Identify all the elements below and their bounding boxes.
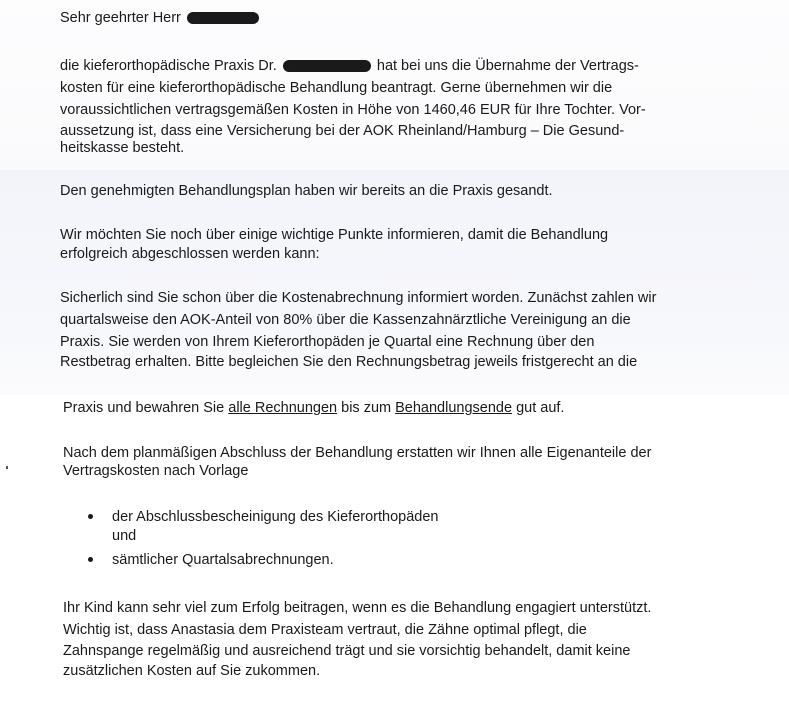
p5-mid: bis zum (341, 400, 392, 416)
p1-line-4: aussetzung ist, dass eine Versicherung bei der AOK Rheinland/Hamburg – Die Gesund- (60, 123, 625, 139)
p5-underlined-invoices: alle Rechnungen (228, 400, 338, 416)
bullet-dot-1 (88, 514, 93, 519)
p5-line (63, 399, 564, 417)
p7-line-1: Ihr Kind kann sehr viel zum Erfolg beitragen, wenn es die Behandlung engagiert unterstützt. (63, 600, 652, 616)
p5-post: gut auf. (516, 400, 565, 416)
salutation: Sehr geehrter Herr (60, 10, 181, 26)
p7-line-4: zusätzlichen Kosten auf Sie zukommen. (63, 663, 321, 679)
p1-line-3: voraussichtlichen vertragsgemäßen Kosten in Höhe von 1460,46 EUR für Ihre Tochter. Vor- (60, 102, 646, 118)
p7-line-3: Zahnspange regelmäßig und ausreichend trägt und sie vorsichtig behandelt, damit keine (63, 643, 631, 659)
p3-line-1: Wir möchten Sie noch über einige wichtige Punkte informieren, damit die Behandlung (60, 227, 609, 243)
bullet-dot-2 (88, 557, 93, 562)
p6-line-2: Vertragskosten nach Vorlage (63, 463, 249, 479)
p2-line: Den genehmigten Behandlungsplan haben wir bereits an die Praxis gesandt. (60, 183, 553, 199)
redacted-doctor (283, 60, 371, 72)
p1-text-a: die kieferorthopädische Praxis Dr. (60, 58, 277, 74)
p6-line-1: Nach dem planmäßigen Abschluss der Behandlung erstatten wir Ihnen alle Eigenanteile der (63, 445, 652, 461)
bullet-item-1: der Abschlussbescheinigung des Kieferorthopäden (112, 509, 439, 525)
p1-text-b: hat bei uns die Übernahme der Vertrags- (376, 58, 639, 74)
redacted-name (187, 12, 259, 24)
p5-pre: Praxis und bewahren Sie (63, 400, 225, 416)
p1-line-2: kosten für eine kieferorthopädische Behandlung beantragt. Gerne übernehmen wir die (60, 80, 613, 96)
p7-line-2: Wichtig ist, dass Anastasia dem Praxisteam vertraut, die Zähne optimal pflegt, die (63, 622, 587, 638)
scan-mark (6, 466, 8, 469)
p5-underlined-treatment-end: Behandlungsende (395, 400, 513, 416)
p4-line-2: quartalsweise den AOK-Anteil von 80% über die Kassenzahnärztliche Vereinigung an die (60, 312, 631, 328)
p4-line-4: Restbetrag erhalten. Bitte begleichen Sie den Rechnungsbetrag jeweils fristgerecht an die (60, 354, 638, 370)
p4-line-3: Praxis. Sie werden von Ihrem Kieferorthopäden je Quartal eine Rechnung über den (60, 334, 595, 350)
p3-line-2: erfolgreich abgeschlossen werden kann: (60, 246, 320, 262)
p4-line-1: Sicherlich sind Sie schon über die Kostenabrechnung informiert worden. Zunächst zahlen wir (60, 290, 657, 306)
p1-line-5: heitskasse besteht. (60, 140, 185, 156)
bullet-and: und (112, 528, 137, 544)
salutation-line (60, 9, 261, 27)
p1-line-1 (60, 57, 639, 75)
bullet-item-2: sämtlicher Quartalsabrechnungen. (112, 552, 334, 568)
